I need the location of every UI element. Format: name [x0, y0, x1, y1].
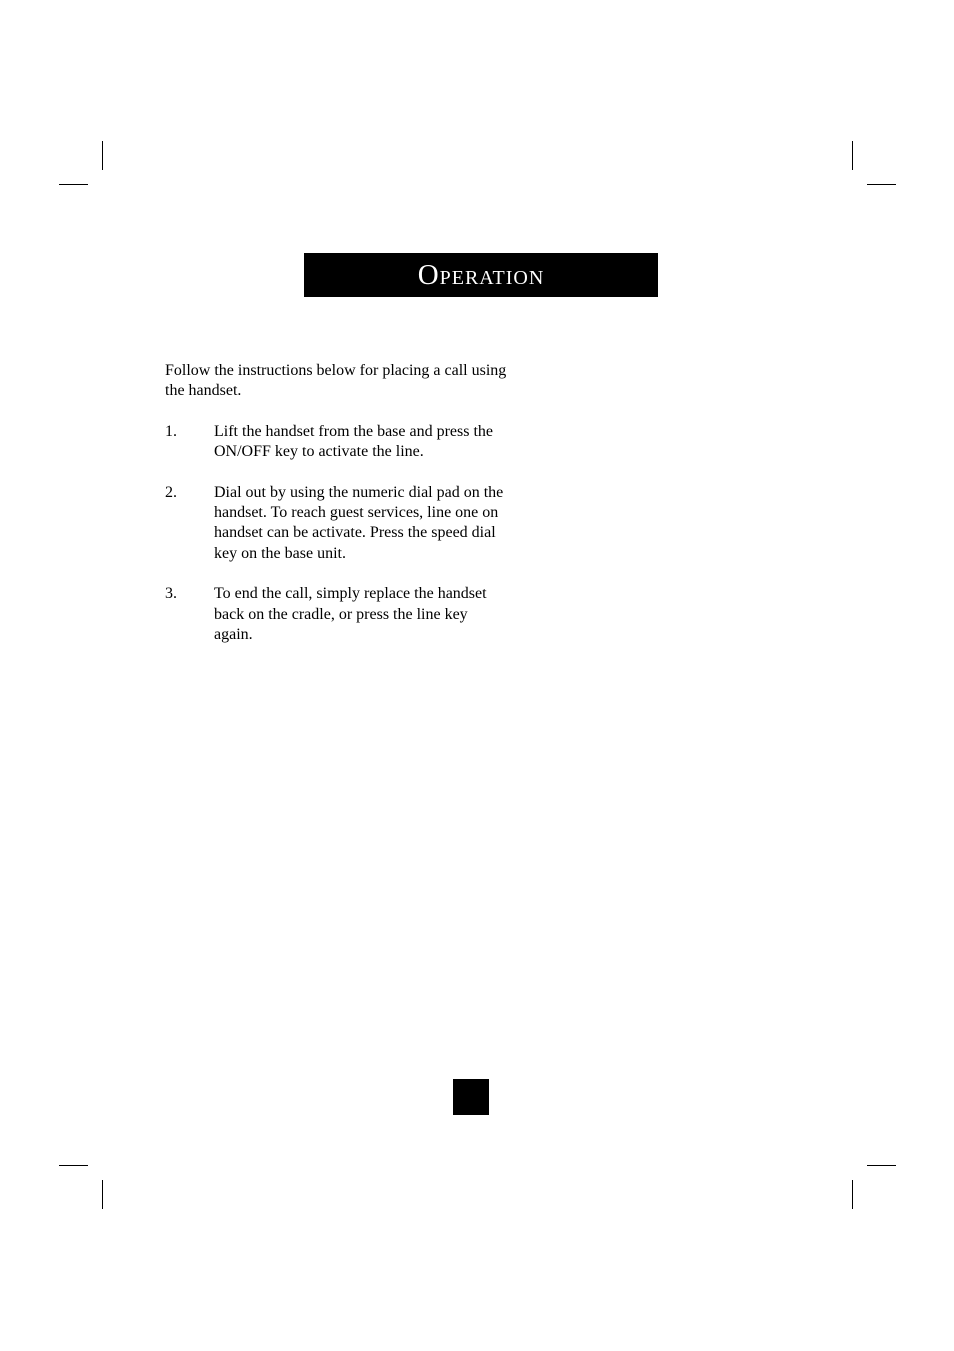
section-title: Operation — [417, 258, 545, 291]
crop-mark-bottom-left-vertical — [102, 1180, 103, 1209]
steps-list — [165, 422, 510, 645]
step-item — [165, 422, 510, 463]
page-number-box — [453, 1079, 489, 1115]
step-text: To end the call, simply replace the handset back on the cradle, or press the line key again. — [214, 585, 487, 643]
crop-mark-top-left-horizontal — [59, 184, 88, 185]
step-item — [165, 584, 510, 645]
step-number: 1. — [165, 422, 177, 440]
crop-mark-bottom-right-vertical — [852, 1180, 853, 1209]
step-text: Lift the handset from the base and press the ON/OFF key to activate the line. — [214, 422, 494, 461]
step-text: Dial out by using the numeric dial pad on the handset. To reach guest services, line one on handset can be activate. Press the speed dial key on the base unit. — [214, 483, 504, 562]
crop-mark-top-left-vertical — [102, 141, 103, 170]
crop-mark-bottom-right-horizontal — [867, 1165, 896, 1166]
crop-mark-bottom-left-horizontal — [59, 1165, 88, 1166]
section-header-bar — [304, 253, 658, 297]
intro-paragraph: Follow the instructions below for placing a call using the handset. — [165, 362, 507, 400]
step-item — [165, 483, 510, 564]
crop-mark-top-right-vertical — [852, 141, 853, 170]
instructions-content — [165, 361, 510, 665]
step-number: 2. — [165, 483, 177, 501]
crop-mark-top-right-horizontal — [867, 184, 896, 185]
step-number: 3. — [165, 585, 177, 603]
